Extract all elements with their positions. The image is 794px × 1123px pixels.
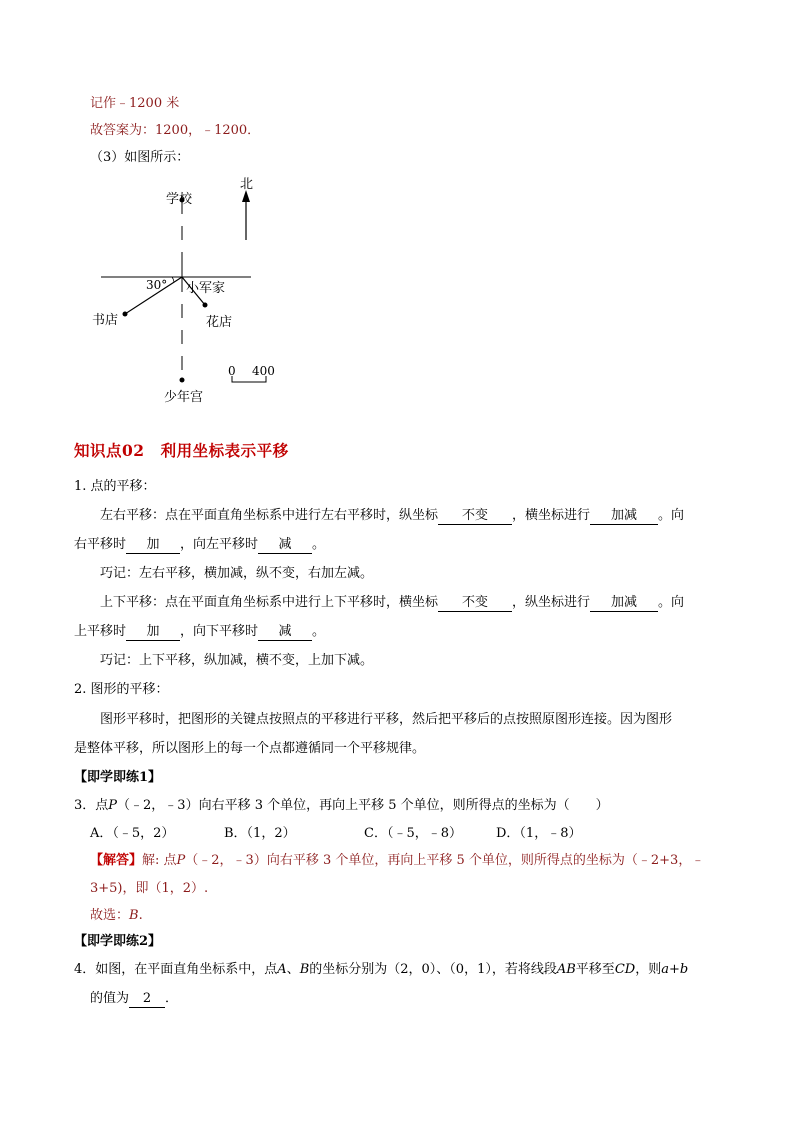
ud-line-1: 上下平移：点在平面直角坐标系中进行上下平移时，横坐标 不变 ，纵坐标进行 加减 。向 xyxy=(100,595,685,610)
label-angle: 30° xyxy=(146,278,168,292)
shape-translation-line-2: 是整体平移，所以图形上的每一个点都遵循同一个平移规律。 xyxy=(74,741,426,756)
ud-blank-3: 加 xyxy=(126,624,180,641)
practice-2-tag: 【即学即练2】 xyxy=(74,934,162,949)
practice-1-option-b: B．（1，2） xyxy=(224,826,296,841)
lr-blank-4: 减 xyxy=(258,537,312,554)
ud-blank-2: 加减 xyxy=(590,595,658,612)
label-school: 学校 xyxy=(166,192,193,207)
shape-translation-line-1: 图形平移时，把图形的关键点按照点的平移进行平移，然后把平移后的点按照原图形连接。因为图形 xyxy=(100,712,673,727)
section-title: 知识点02 利用坐标表示平移 xyxy=(74,441,289,460)
practice-1-option-c: C．（﹣5，﹣8） xyxy=(364,826,462,841)
label-youth-palace: 少年宫 xyxy=(164,390,204,405)
ud-blank-4: 减 xyxy=(258,624,312,641)
point-translation-heading: 1. 点的平移： xyxy=(74,479,156,494)
lr-line-1: 左右平移：点在平面直角坐标系中进行左右平移时，纵坐标 不变 ，横坐标进行 加减 。向 xyxy=(100,508,685,523)
lr-blank-3: 加 xyxy=(126,537,180,554)
bookstore-point xyxy=(123,312,128,317)
shape-translation-heading: 2. 图形的平移： xyxy=(74,682,169,697)
flowershop-point xyxy=(203,303,208,308)
ud-blank-1: 不变 xyxy=(438,595,512,612)
practice-2-question: 4．如图，在平面直角坐标系中，点A、B的坐标分别为（2，0）、（0，1），若将线段AB平移至CD，则a+b xyxy=(74,962,689,977)
practice-1-answer-line-2: 3+5)，即（1，2）. xyxy=(90,881,209,896)
ud-tip: 巧记：上下平移，纵加减，横不变，上加下减。 xyxy=(100,653,374,668)
practice-1-answer: 【解答】解: 点P（﹣2，﹣3）向右平移 3 个单位，再向上平移 5 个单位，则所得点的坐标为（﹣2+3，﹣ xyxy=(90,853,705,868)
practice-1-question: 3．点P（﹣2，﹣3）向右平移 3 个单位，再向上平移 5 个单位，则所得点的坐标为（ ） xyxy=(74,798,609,813)
label-bookstore: 书店 xyxy=(92,313,119,328)
label-north: 北 xyxy=(240,177,254,192)
practice-1-option-d: D．（1，﹣8） xyxy=(496,826,582,841)
practice-2-question-line-2: 的值为 2 ． xyxy=(90,991,179,1006)
practice-2-blank: 2 xyxy=(129,991,165,1008)
ud-line-2: 上平移时 加 ，向下平移时 减 。 xyxy=(74,624,326,639)
practice-1-option-a: A．（﹣5，2） xyxy=(90,826,175,841)
practice-1-tag: 【即学即练1】 xyxy=(74,770,162,785)
answer-line-2: 故答案为：1200，﹣1200． xyxy=(90,123,261,138)
answer-line-3: （3）如图所示： xyxy=(90,150,190,165)
lr-blank-1: 不变 xyxy=(438,508,512,525)
scale-zero: 0 xyxy=(228,364,236,378)
youth-palace-point xyxy=(180,378,185,383)
label-flowershop: 花店 xyxy=(206,315,233,330)
practice-1-choice: 故选：B. xyxy=(90,908,143,923)
direction-diagram xyxy=(80,170,380,410)
label-home: 小军家 xyxy=(186,281,226,296)
lr-line-2: 右平移时 加 ，向左平移时 减 。 xyxy=(74,537,326,552)
scale-value: 400 xyxy=(252,364,275,378)
lr-tip: 巧记：左右平移，横加减，纵不变，右加左减。 xyxy=(100,566,374,581)
answer-line-1: 记作﹣1200 米 xyxy=(90,96,180,111)
lr-blank-2: 加减 xyxy=(590,508,658,525)
